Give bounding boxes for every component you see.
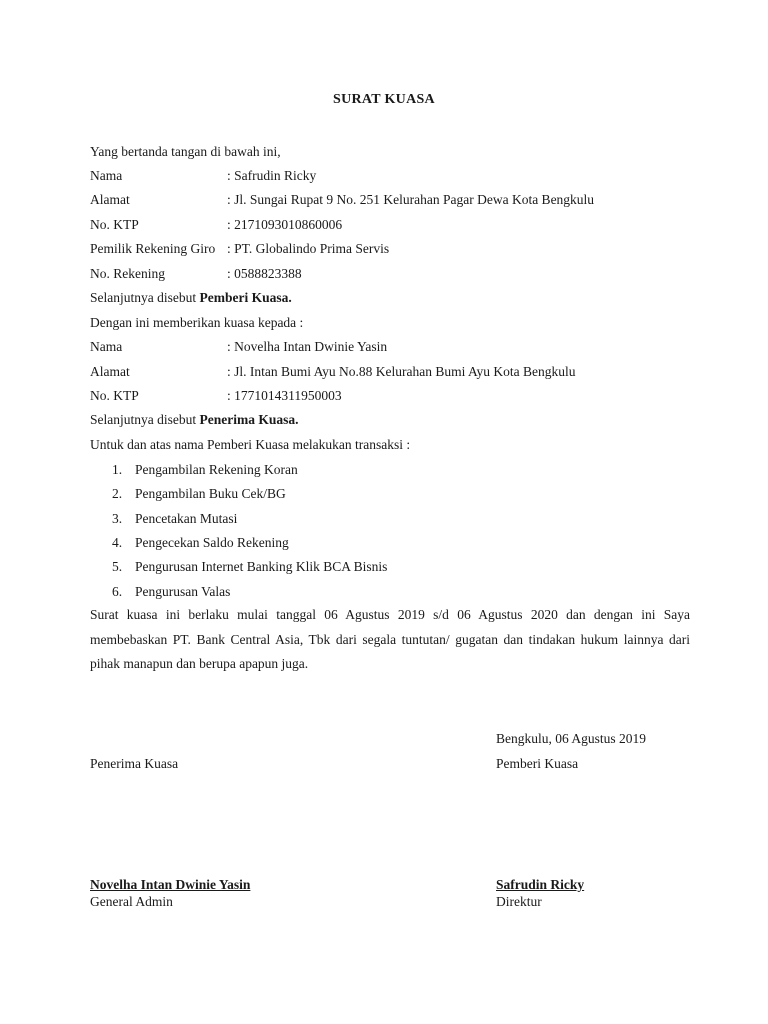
intro-line: Yang bertanda tangan di bawah ini,	[90, 144, 281, 159]
list-number: 6.	[112, 584, 123, 599]
field-value: : PT. Globalindo Prima Servis	[227, 241, 390, 256]
field-value: : Jl. Intan Bumi Ayu No.88 Kelurahan Bumi Ayu Kota Bengkulu	[227, 364, 576, 379]
paragraph-line: membebaskan PT. Bank Central Asia, Tbk dari segala tuntutan/ gugatan dan tindakan hukum lainnya dari	[90, 631, 690, 647]
grantee-ktp-row	[90, 388, 342, 404]
list-number: 4.	[112, 535, 123, 550]
field-label: Pemilik Rekening Giro	[90, 241, 216, 256]
designation-term: Penerima Kuasa.	[199, 412, 299, 427]
field-label: Nama	[90, 168, 123, 183]
list-item: Pencetakan Mutasi	[135, 511, 238, 526]
grantor-ktp-row	[90, 217, 342, 233]
grantor-address-row	[90, 192, 594, 208]
field-value: : 0588823388	[227, 266, 302, 281]
field-value: : Safrudin Ricky	[227, 168, 317, 183]
paragraph-line: Surat kuasa ini berlaku mulai tanggal 06 Agustus 2019 s/d 06 Agustus 2020 dan dengan ini Saya	[90, 607, 690, 622]
grant-line: Dengan ini memberikan kuasa kepada :	[90, 315, 304, 330]
field-label: No. Rekening	[90, 266, 165, 281]
list-item: Pengambilan Rekening Koran	[135, 462, 298, 477]
field-label: Alamat	[90, 364, 130, 379]
grantee-designation	[90, 412, 298, 428]
grantee-address-row	[90, 364, 576, 380]
grantor-account-number-row	[90, 266, 302, 282]
list-number: 1.	[112, 462, 123, 477]
grantor-designation	[90, 290, 292, 306]
field-value: : Jl. Sungai Rupat 9 No. 251 Kelurahan Pagar Dewa Kota Bengkulu	[227, 192, 595, 207]
grantee-signature-name: Novelha Intan Dwinie Yasin	[90, 877, 251, 892]
field-label: No. KTP	[90, 217, 139, 232]
paragraph-line: pihak manapun dan berupa apapun juga.	[90, 656, 309, 671]
list-item: Pengambilan Buku Cek/BG	[135, 486, 286, 501]
document-title: SURAT KUASA	[333, 92, 435, 107]
grantor-role: Pemberi Kuasa	[496, 756, 579, 771]
field-value: : 2171093010860006	[227, 217, 343, 232]
designation-prefix: Selanjutnya disebut	[90, 412, 200, 427]
grantor-account-owner-row	[90, 241, 389, 257]
list-number: 3.	[112, 511, 123, 526]
field-label: Nama	[90, 339, 123, 354]
grantor-signature-name: Safrudin Ricky	[496, 877, 585, 892]
field-label: Alamat	[90, 192, 130, 207]
grantor-name-row	[90, 168, 316, 184]
grantee-position: General Admin	[90, 894, 173, 909]
designation-prefix: Selanjutnya disebut	[90, 290, 200, 305]
place-date: Bengkulu, 06 Agustus 2019	[496, 731, 647, 746]
field-value: : Novelha Intan Dwinie Yasin	[227, 339, 388, 354]
grantee-role: Penerima Kuasa	[90, 756, 179, 771]
list-item: Pengecekan Saldo Rekening	[135, 535, 289, 550]
designation-term: Pemberi Kuasa.	[199, 290, 292, 305]
list-item: Pengurusan Valas	[135, 584, 231, 599]
transactions-intro: Untuk dan atas nama Pemberi Kuasa melakukan transaksi :	[90, 437, 411, 452]
list-number: 5.	[112, 559, 123, 574]
list-number: 2.	[112, 486, 123, 501]
list-item: Pengurusan Internet Banking Klik BCA Bisnis	[135, 559, 388, 574]
validity-paragraph	[90, 603, 690, 677]
field-label: No. KTP	[90, 388, 139, 403]
grantee-name-row	[90, 339, 387, 355]
field-value: : 1771014311950003	[227, 388, 342, 403]
grantor-position: Direktur	[496, 894, 542, 909]
